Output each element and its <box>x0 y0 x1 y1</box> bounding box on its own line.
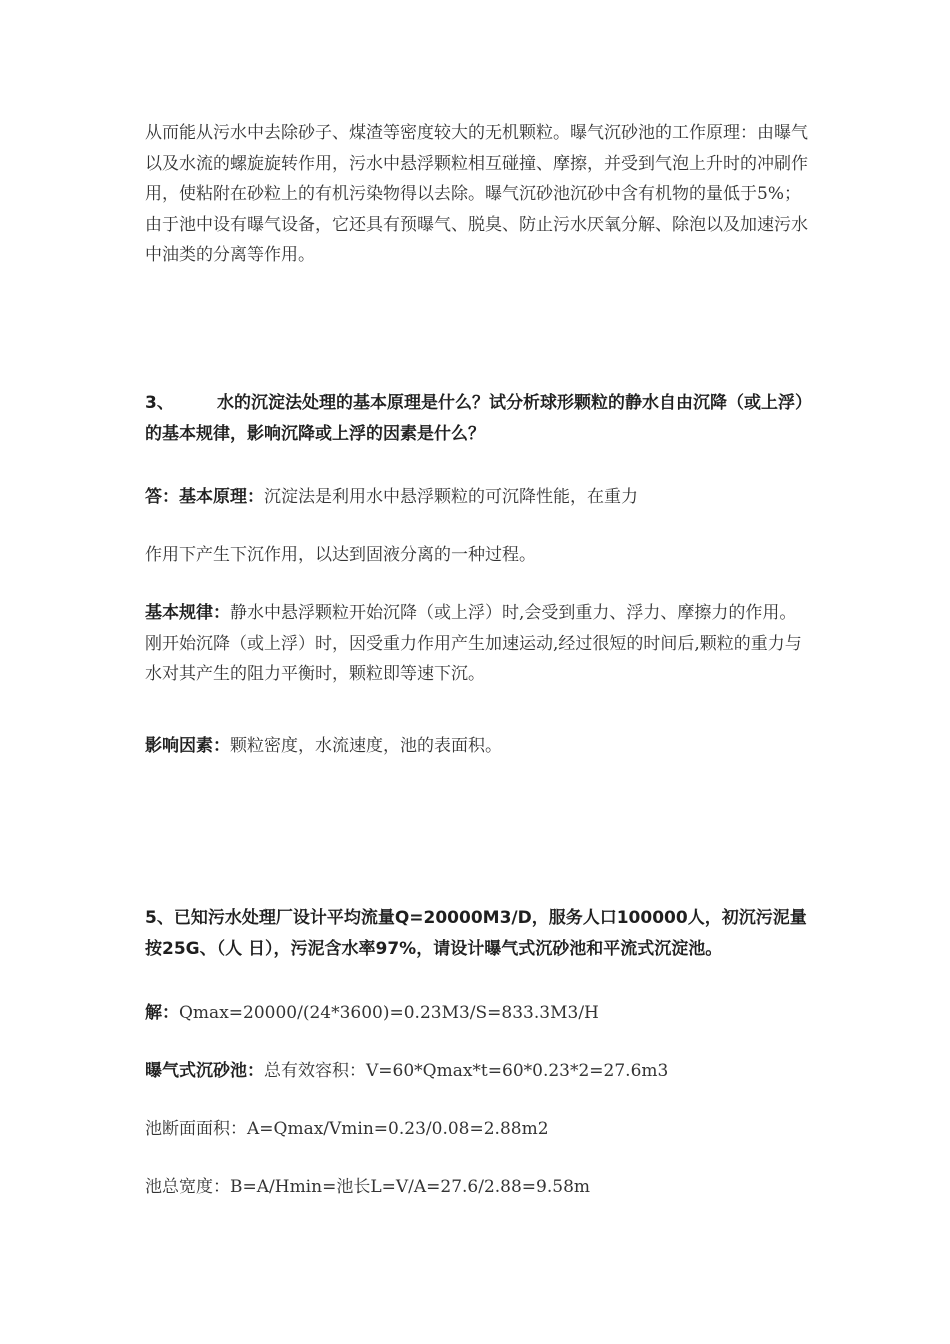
factor-label: 影响因素： <box>145 736 230 756</box>
width-formula: 池总宽度：B=A/Hmin=池长L=V/A=27.6/2.88=9.58m <box>145 1177 591 1197</box>
answer-5-tank-volume <box>145 1056 810 1087</box>
answer-3-principle <box>145 482 810 513</box>
tank-label: 曝气式沉砂池： <box>145 1061 264 1081</box>
law-label: 基本规律： <box>145 603 230 623</box>
area-formula: 池断面面积：A=Qmax/Vmin=0.23/0.08=2.88m2 <box>145 1119 549 1139</box>
law-text: 静水中悬浮颗粒开始沉降（或上浮）时,会受到重力、浮力、摩擦力的作用。刚开始沉降（或上浮）时，因受重力作用产生加速运动,经过很短的时间后,颗粒的重力与水对其产生的阻力平衡时，颗粒即等速下沉。 <box>145 603 802 684</box>
paragraph-text: 从而能从污水中去除砂子、煤渣等密度较大的无机颗粒。曝气沉砂池的工作原理：由曝气以及水流的螺旋旋转作用，污水中悬浮颗粒相互碰撞、摩擦，并受到气泡上升时的冲刷作用，使粘附在砂粒上的有机污染物得以去除。曝气沉砂池沉砂中含有机物的量低于5%；由于池中设有曝气设备，它还具有预曝气、脱臭、防止污水厌氧分解、除泡以及加速污水中油类的分离等作用。 <box>145 123 808 265</box>
answer-3-law <box>145 598 810 690</box>
answer-3-principle-continued <box>145 540 810 571</box>
factor-text: 颗粒密度，水流速度，池的表面积。 <box>230 736 502 756</box>
question-number: 3、 <box>145 393 174 413</box>
answer-5-solution <box>145 998 810 1029</box>
answer-text: 沉淀法是利用水中悬浮颗粒的可沉降性能，在重力 <box>264 487 638 507</box>
answer-5-width <box>145 1172 810 1203</box>
document-page <box>145 0 810 1344</box>
question-text: 水的沉淀法处理的基本原理是什么？试分析球形颗粒的静水自由沉降（或上浮）的基本规律，影响沉降或上浮的因素是什么？ <box>145 393 804 444</box>
answer-5-area <box>145 1114 810 1145</box>
answer-3-factors <box>145 731 810 762</box>
solution-formula: Qmax=20000/(24*3600)=0.23M3/S=833.3M3/H <box>179 1003 599 1023</box>
question-text: 5、已知污水处理厂设计平均流量Q=20000M3/D，服务人口100000人，初沉污泥量按25G、（人 日），污泥含水率97%，请设计曝气式沉砂池和平流式沉淀池。 <box>145 908 807 959</box>
answer-text: 作用下产生下沉作用，以达到固液分离的一种过程。 <box>145 545 536 565</box>
question-5 <box>145 903 810 964</box>
question-3 <box>145 388 810 449</box>
solution-label: 解： <box>145 1003 179 1023</box>
answer-label: 答：基本原理： <box>145 487 264 507</box>
tank-formula: 总有效容积：V=60*Qmax*t=60*0.23*2=27.6m3 <box>264 1061 669 1081</box>
paragraph-aerated-grit-chamber <box>145 118 810 271</box>
